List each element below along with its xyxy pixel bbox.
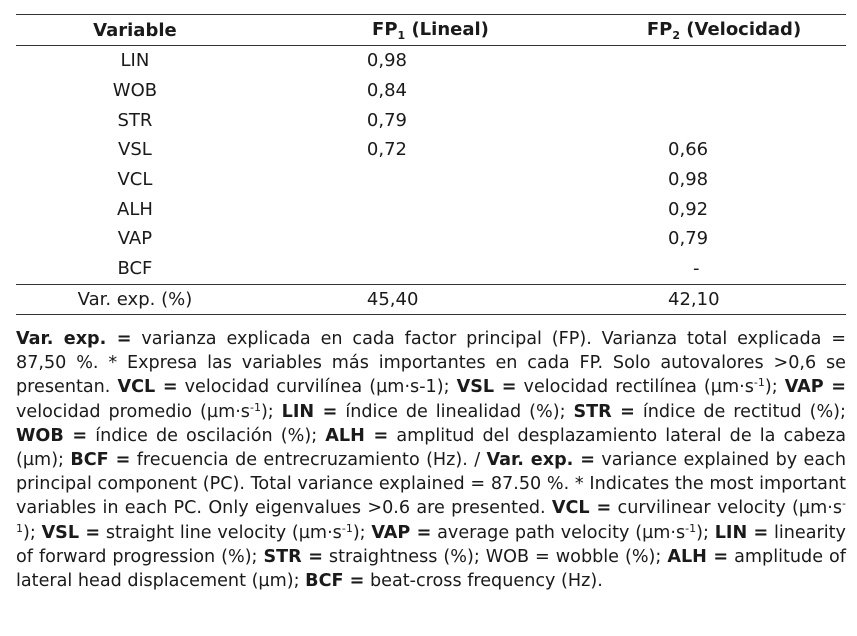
superscript: -1 [685, 521, 697, 535]
cell-variable: STR [117, 109, 153, 131]
note-text: ); [696, 522, 715, 543]
superscript: -1 [341, 521, 353, 535]
cell-fp1: 0,79 [366, 109, 407, 131]
note-text: ); [352, 522, 372, 543]
cell-fp2: 0,98 [668, 169, 709, 191]
table-row [16, 194, 846, 224]
note-text: amplitud del desplazamiento lateral de la cabeza (µm); [16, 425, 847, 471]
total-label: Var. exp. (%) [16, 284, 254, 315]
term: VCL = [117, 377, 178, 398]
table-row [16, 46, 846, 76]
table-row [16, 76, 846, 106]
term: Var. exp. = [486, 450, 595, 471]
term: Var. exp. = [16, 329, 132, 349]
term: BCF = [70, 450, 131, 471]
total-fp2: 42,10 [552, 284, 846, 315]
term: VCL = [551, 498, 612, 519]
table-total-row [16, 284, 846, 315]
factor-loadings-table [16, 14, 846, 315]
note-text: índice de rectitud (%); [634, 401, 846, 422]
note-text: índice de linealidad (%); [337, 401, 574, 422]
term: VSL = [41, 522, 101, 543]
header-fp1 [254, 15, 552, 46]
term: VSL = [456, 377, 517, 398]
table-row [16, 135, 846, 165]
cell-variable: WOB [112, 80, 158, 102]
term: ALH = [325, 425, 389, 446]
cell-fp2 [552, 46, 846, 76]
table-row [16, 224, 846, 254]
note-text: straight line velocity (µm·s [100, 522, 342, 543]
note-text: índice de oscilación (%); [87, 425, 326, 446]
cell-variable: VCL [117, 169, 153, 191]
cell-fp1 [254, 165, 552, 195]
header-fp2-suffix: (Velocidad) [680, 18, 802, 40]
cell-variable: VAP [117, 228, 153, 250]
term: STR = [263, 546, 323, 567]
note-text: ); [260, 401, 282, 422]
term: VAP = [784, 377, 847, 398]
header-fp2-prefix: FP [646, 18, 673, 40]
cell-fp2: 0,92 [668, 198, 709, 220]
term: BCF = [305, 571, 365, 592]
superscript: -1 [753, 376, 765, 390]
header-fp1-suffix: (Lineal) [405, 18, 489, 40]
cell-variable: VSL [118, 139, 152, 161]
note-text: average path velocity (µm·s [431, 522, 686, 543]
total-fp1: 45,40 [254, 284, 552, 315]
note-text: ); [764, 377, 785, 398]
cell-fp2: - [693, 258, 700, 280]
cell-fp1 [254, 194, 552, 224]
note-text: curvilinear velocity (µm·s [611, 498, 843, 519]
header-fp1-prefix: FP [372, 18, 398, 40]
cell-variable: BCF [117, 258, 153, 280]
term: VAP = [371, 522, 432, 543]
cell-variable: ALH [117, 198, 153, 220]
table-header-row [16, 15, 846, 46]
note-text: velocidad curvilínea (µm·s-1); [177, 377, 457, 398]
term: LIN = [714, 522, 769, 543]
cell-fp2: 0,66 [668, 139, 709, 161]
note-text: velocidad promedio (µm·s [16, 401, 250, 422]
term: WOB = [16, 425, 88, 446]
table-row [16, 165, 846, 195]
header-fp2-sub: 2 [672, 28, 680, 42]
superscript: -1 [249, 400, 261, 414]
note-text: variance explained by each principal component (PC). Total variance explained = 87.50 %. * Indicates the most important variables in each PC. Only eigenvalues >0.6 are presented. [16, 450, 846, 519]
cell-fp2: 0,79 [668, 228, 709, 250]
cell-fp2 [552, 76, 846, 106]
cell-fp1 [254, 224, 552, 254]
note-text: beat-cross frequency (Hz). [364, 571, 603, 592]
superscript: -1 [16, 497, 846, 535]
cell-fp1 [254, 254, 552, 284]
header-fp1-sub: 1 [397, 28, 406, 42]
note-text: frecuencia de entrecruzamiento (Hz). / [130, 450, 487, 471]
note-text: ); [23, 522, 42, 543]
note-text: amplitude of lateral head displacement (µm); [16, 546, 846, 592]
term: LIN = [281, 401, 338, 422]
note-text: straightness (%); WOB = wobble (%); [322, 546, 668, 567]
table-footnote [16, 327, 846, 593]
cell-fp1: 0,84 [366, 80, 407, 102]
cell-fp2 [552, 105, 846, 135]
note-text: varianza explicada en cada factor principal (FP). Varianza total explicada = 87,50 %. * Expresa las variables más importantes en cada FP. Solo autovalores >0,6 se presentan. [16, 329, 846, 398]
cell-fp1: 0,98 [366, 50, 407, 72]
table-row [16, 105, 846, 135]
header-variable: Variable [16, 15, 254, 46]
note-text: velocidad rectilínea (µm·s [516, 377, 754, 398]
cell-fp1: 0,72 [366, 139, 407, 161]
header-fp2 [552, 15, 846, 46]
cell-variable: LIN [120, 50, 150, 72]
table-row [16, 254, 846, 284]
term: STR = [573, 401, 635, 422]
note-text: linearity of forward progression (%); [16, 522, 846, 567]
term: ALH = [667, 546, 729, 567]
